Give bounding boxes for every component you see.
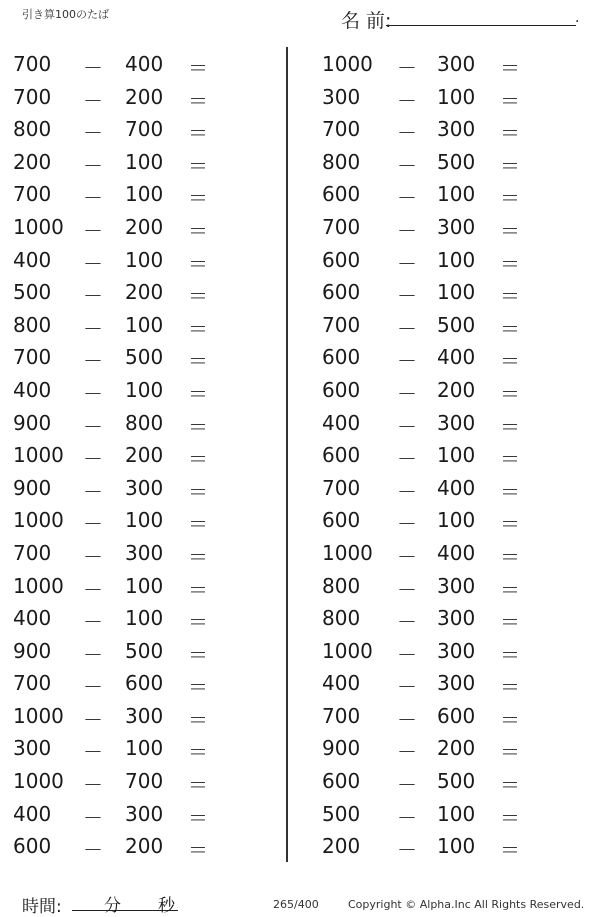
minus-sign: － [397, 577, 417, 602]
equals-sign: ＝ [188, 479, 208, 504]
minus-sign: － [397, 88, 417, 113]
minuend: 300 [13, 736, 52, 761]
minutes-label: 分 [104, 896, 121, 916]
minus-sign: － [397, 316, 417, 341]
subtrahend: 800 [125, 410, 164, 435]
minuend: 1000 [13, 508, 64, 533]
subtrahend: 100 [437, 84, 476, 109]
minuend: 800 [13, 117, 52, 142]
equals-sign: ＝ [500, 479, 520, 504]
equals-sign: ＝ [500, 251, 520, 276]
minuend: 700 [13, 540, 52, 565]
subtrahend: 200 [125, 84, 164, 109]
seconds-label: 秒 [158, 896, 175, 916]
equals-sign: ＝ [188, 577, 208, 602]
minus-sign: － [83, 642, 103, 667]
name-line-end-dot: . [575, 10, 580, 26]
minuend: 700 [13, 182, 52, 207]
subtrahend: 300 [437, 638, 476, 663]
minus-sign: － [83, 153, 103, 178]
minus-sign: － [83, 251, 103, 276]
minus-sign: － [397, 251, 417, 276]
problem-row [0, 667, 600, 700]
equals-sign: ＝ [500, 56, 520, 80]
equals-sign: ＝ [500, 414, 520, 439]
equals-sign: ＝ [188, 447, 208, 472]
minus-sign: － [397, 675, 417, 700]
minuend: 600 [13, 834, 52, 859]
minus-sign: － [83, 610, 103, 635]
subtrahend: 600 [437, 703, 476, 728]
problem-row [0, 374, 600, 407]
subtrahend: 200 [437, 377, 476, 402]
minuend: 700 [322, 312, 361, 337]
minuend: 800 [322, 606, 361, 631]
equals-sign: ＝ [188, 610, 208, 635]
minuend: 1000 [13, 703, 64, 728]
subtrahend: 100 [437, 801, 476, 826]
minus-sign: － [83, 447, 103, 472]
minuend: 400 [13, 377, 52, 402]
equals-sign: ＝ [500, 349, 520, 374]
minus-sign: － [83, 512, 103, 537]
copyright-text: Copyright © Alpha.Inc All Rights Reserved. [348, 898, 585, 911]
minus-sign: － [397, 479, 417, 504]
problem-row [0, 244, 600, 277]
equals-sign: ＝ [500, 805, 520, 830]
subtrahend: 100 [125, 182, 164, 207]
minus-sign: － [83, 740, 103, 765]
minus-sign: － [397, 186, 417, 211]
problem-row [0, 537, 600, 570]
equals-sign: ＝ [188, 707, 208, 732]
minuend: 200 [322, 834, 361, 859]
minus-sign: － [83, 675, 103, 700]
subtrahend: 200 [125, 834, 164, 859]
problem-row [0, 732, 600, 765]
name-label: 名 前: [341, 10, 392, 32]
subtrahend: 100 [125, 736, 164, 761]
problem-row [0, 830, 600, 863]
subtrahend: 100 [437, 834, 476, 859]
minuend: 600 [322, 345, 361, 370]
minuend: 600 [322, 508, 361, 533]
equals-sign: ＝ [188, 284, 208, 309]
subtrahend: 300 [437, 410, 476, 435]
minus-sign: － [397, 381, 417, 406]
minuend: 600 [322, 443, 361, 468]
problem-row [0, 439, 600, 472]
equals-sign: ＝ [188, 642, 208, 667]
problem-row [0, 765, 600, 798]
subtrahend: 400 [125, 52, 164, 76]
subtrahend: 500 [125, 345, 164, 370]
subtrahend: 200 [125, 443, 164, 468]
subtrahend: 100 [437, 508, 476, 533]
minuend: 600 [322, 247, 361, 272]
minuend: 600 [322, 377, 361, 402]
minus-sign: － [397, 740, 417, 765]
subtrahend: 100 [125, 606, 164, 631]
minuend: 1000 [13, 214, 64, 239]
minus-sign: － [83, 414, 103, 439]
equals-sign: ＝ [188, 512, 208, 537]
minuend: 1000 [13, 443, 64, 468]
problem-row [0, 570, 600, 603]
problem-row [0, 309, 600, 342]
subtrahend: 100 [125, 508, 164, 533]
minuend: 1000 [322, 52, 373, 76]
minuend: 700 [322, 214, 361, 239]
equals-sign: ＝ [500, 610, 520, 635]
equals-sign: ＝ [188, 675, 208, 700]
subtrahend: 300 [125, 540, 164, 565]
minuend: 1000 [13, 573, 64, 598]
subtrahend: 300 [437, 606, 476, 631]
equals-sign: ＝ [188, 316, 208, 341]
minuend: 1000 [322, 540, 373, 565]
equals-sign: ＝ [188, 153, 208, 178]
name-input-line[interactable] [386, 25, 576, 26]
equals-sign: ＝ [188, 121, 208, 146]
subtrahend: 100 [437, 247, 476, 272]
equals-sign: ＝ [188, 56, 208, 80]
equals-sign: ＝ [188, 838, 208, 863]
equals-sign: ＝ [188, 186, 208, 211]
subtrahend: 300 [437, 671, 476, 696]
equals-sign: ＝ [500, 284, 520, 309]
subtrahend: 300 [125, 475, 164, 500]
problem-row [0, 407, 600, 440]
minus-sign: － [83, 186, 103, 211]
equals-sign: ＝ [500, 707, 520, 732]
minuend: 800 [13, 312, 52, 337]
minuend: 300 [322, 84, 361, 109]
equals-sign: ＝ [188, 773, 208, 798]
problem-row [0, 700, 600, 733]
minus-sign: － [397, 349, 417, 374]
subtrahend: 300 [437, 52, 476, 76]
worksheet-title: 引き算100のたば [22, 8, 109, 21]
subtrahend: 100 [437, 443, 476, 468]
minuend: 700 [322, 475, 361, 500]
subtrahend: 200 [125, 280, 164, 305]
equals-sign: ＝ [188, 740, 208, 765]
minus-sign: － [397, 414, 417, 439]
subtrahend: 500 [125, 638, 164, 663]
minuend: 700 [13, 52, 52, 76]
minuend: 400 [13, 801, 52, 826]
problem-row [0, 113, 600, 146]
subtrahend: 700 [125, 117, 164, 142]
minus-sign: － [83, 773, 103, 798]
problem-row [0, 602, 600, 635]
problem-row [0, 504, 600, 537]
minus-sign: － [397, 707, 417, 732]
minuend: 500 [13, 280, 52, 305]
equals-sign: ＝ [500, 838, 520, 863]
minuend: 600 [322, 769, 361, 794]
subtrahend: 300 [125, 801, 164, 826]
subtrahend: 100 [437, 280, 476, 305]
minus-sign: － [83, 218, 103, 243]
equals-sign: ＝ [500, 153, 520, 178]
minus-sign: － [397, 447, 417, 472]
minuend: 500 [322, 801, 361, 826]
equals-sign: ＝ [188, 88, 208, 113]
subtrahend: 100 [125, 377, 164, 402]
subtrahend: 400 [437, 345, 476, 370]
minuend: 900 [13, 410, 52, 435]
equals-sign: ＝ [500, 218, 520, 243]
minus-sign: － [83, 544, 103, 569]
minuend: 200 [13, 149, 52, 174]
equals-sign: ＝ [500, 447, 520, 472]
minuend: 700 [13, 345, 52, 370]
subtrahend: 500 [437, 312, 476, 337]
minuend: 400 [322, 410, 361, 435]
problem-row [0, 146, 600, 179]
subtrahend: 200 [125, 214, 164, 239]
problem-row [0, 81, 600, 114]
minuend: 900 [13, 638, 52, 663]
minus-sign: － [83, 316, 103, 341]
subtrahend: 300 [437, 573, 476, 598]
minus-sign: － [83, 707, 103, 732]
subtrahend: 700 [125, 769, 164, 794]
equals-sign: ＝ [500, 381, 520, 406]
minuend: 700 [322, 117, 361, 142]
subtrahend: 100 [125, 247, 164, 272]
page-number: 265/400 [273, 898, 319, 911]
problem-row [0, 211, 600, 244]
problem-row [0, 178, 600, 211]
subtrahend: 600 [125, 671, 164, 696]
minus-sign: － [83, 838, 103, 863]
problem-row [0, 341, 600, 374]
equals-sign: ＝ [500, 88, 520, 113]
time-label: 時間: [22, 897, 62, 917]
minus-sign: － [397, 642, 417, 667]
minuend: 1000 [13, 769, 64, 794]
minuend: 800 [322, 149, 361, 174]
subtrahend: 500 [437, 769, 476, 794]
minus-sign: － [397, 838, 417, 863]
minuend: 800 [322, 573, 361, 598]
subtrahend: 400 [437, 540, 476, 565]
minus-sign: － [397, 610, 417, 635]
equals-sign: ＝ [500, 740, 520, 765]
minuend: 700 [13, 84, 52, 109]
problem-row [0, 48, 600, 81]
equals-sign: ＝ [500, 316, 520, 341]
problem-row [0, 798, 600, 831]
subtrahend: 300 [437, 214, 476, 239]
equals-sign: ＝ [500, 512, 520, 537]
minus-sign: － [83, 88, 103, 113]
subtrahend: 100 [125, 573, 164, 598]
minus-sign: － [83, 805, 103, 830]
minus-sign: － [397, 284, 417, 309]
equals-sign: ＝ [188, 544, 208, 569]
problem-row [0, 472, 600, 505]
right-problems-column [0, 48, 600, 863]
minuend: 400 [322, 671, 361, 696]
minuend: 400 [13, 247, 52, 272]
equals-sign: ＝ [188, 805, 208, 830]
equals-sign: ＝ [188, 414, 208, 439]
subtrahend: 100 [125, 149, 164, 174]
minuend: 700 [322, 703, 361, 728]
equals-sign: ＝ [188, 349, 208, 374]
subtrahend: 300 [437, 117, 476, 142]
subtrahend: 200 [437, 736, 476, 761]
minus-sign: － [83, 381, 103, 406]
minus-sign: － [397, 121, 417, 146]
minus-sign: － [397, 56, 417, 80]
minus-sign: － [83, 56, 103, 80]
minus-sign: － [83, 479, 103, 504]
equals-sign: ＝ [188, 381, 208, 406]
equals-sign: ＝ [188, 251, 208, 276]
subtrahend: 500 [437, 149, 476, 174]
subtrahend: 400 [437, 475, 476, 500]
minuend: 900 [322, 736, 361, 761]
equals-sign: ＝ [500, 544, 520, 569]
minuend: 700 [13, 671, 52, 696]
minus-sign: － [397, 773, 417, 798]
minus-sign: － [397, 512, 417, 537]
equals-sign: ＝ [188, 218, 208, 243]
subtrahend: 100 [437, 182, 476, 207]
minus-sign: － [397, 544, 417, 569]
equals-sign: ＝ [500, 577, 520, 602]
equals-sign: ＝ [500, 773, 520, 798]
equals-sign: ＝ [500, 186, 520, 211]
equals-sign: ＝ [500, 675, 520, 700]
problem-row [0, 635, 600, 668]
minus-sign: － [83, 349, 103, 374]
minuend: 600 [322, 280, 361, 305]
minus-sign: － [83, 577, 103, 602]
minus-sign: － [397, 218, 417, 243]
minuend: 1000 [322, 638, 373, 663]
minus-sign: － [83, 121, 103, 146]
equals-sign: ＝ [500, 121, 520, 146]
equals-sign: ＝ [500, 642, 520, 667]
minus-sign: － [397, 153, 417, 178]
minuend: 900 [13, 475, 52, 500]
minuend: 400 [13, 606, 52, 631]
minus-sign: － [397, 805, 417, 830]
problem-row [0, 276, 600, 309]
subtrahend: 300 [125, 703, 164, 728]
minuend: 600 [322, 182, 361, 207]
subtrahend: 100 [125, 312, 164, 337]
minus-sign: － [83, 284, 103, 309]
